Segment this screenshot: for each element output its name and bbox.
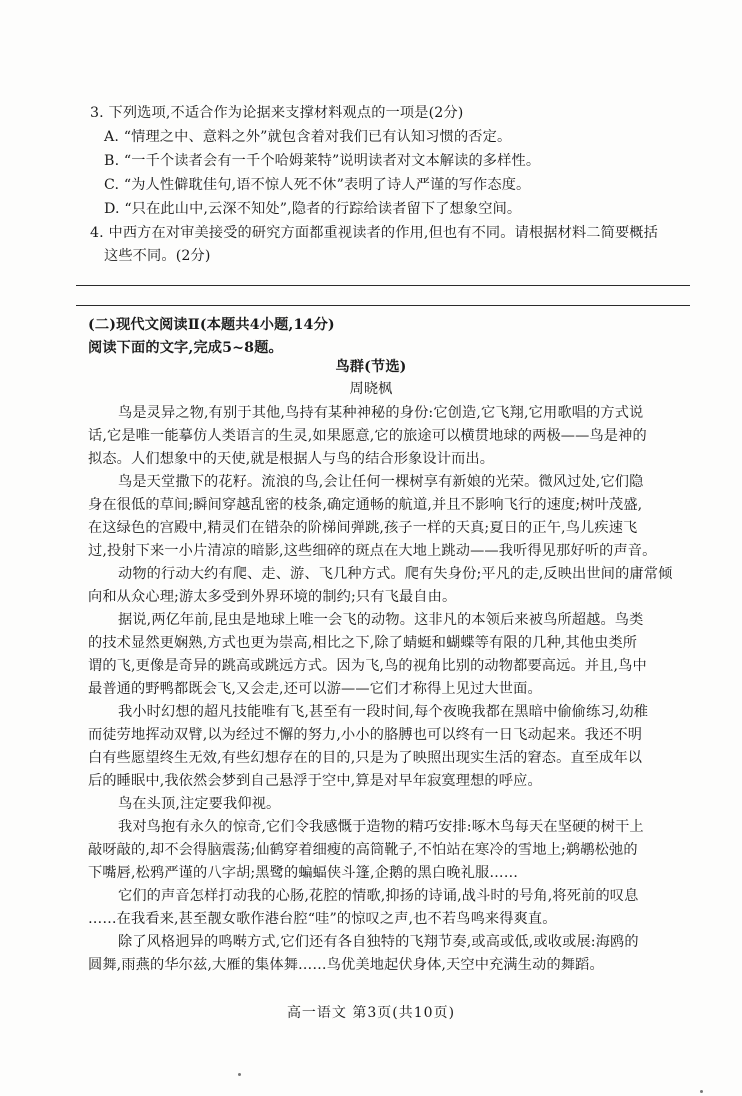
- article-line: 鸟是灵异之物,有别于其他,鸟持有某种神秘的身份:它创造,它飞翔,它用歌唱的方式说: [118, 405, 644, 421]
- article-line: 谓的飞,更像是奇异的跳高或跳远方式。因为飞,鸟的视角比别的动物都要高远。并且,鸟中: [88, 658, 647, 674]
- article-line: 的技术显然更娴熟,方式也更为崇高,相比之下,除了蜻蜓和蝴蝶等有限的几种,其他虫类所: [88, 635, 638, 651]
- article-line: 后的睡眠中,我依然会梦到自己悬浮于空中,算是对早年寂寞理想的呼应。: [88, 773, 542, 789]
- article-line: 白有些愿望终生无效,有些幻想存在的目的,只是为了映照出现实生活的窘态。直至成年以: [88, 750, 643, 766]
- article-line: 除了风格迥异的鸣啭方式,它们还有各自独特的飞翔节奏,或高或低,或收或展:海鸥的: [118, 934, 639, 950]
- question-3-option-b: B. “一千个读者会有一千个哈姆莱特”说明读者对文本解读的多样性。: [104, 153, 541, 169]
- article-line: ……在我看来,甚至靓女歌作港台腔“哇”的惊叹之声,也不若鸟鸣来得爽直。: [88, 911, 557, 927]
- page-footer: 高一语文 第3页(共10页): [286, 1005, 456, 1021]
- article-line: 向和从众心理;游太多受到外界环境的制约;只有飞最自由。: [88, 589, 457, 605]
- article-line: 在这绿色的宫殿中,精灵们在错杂的阶梯间弹跳,孩子一样的天真;夏日的正午,鸟儿疾速飞: [88, 520, 638, 536]
- article-line: 鸟是天堂撒下的花籽。流浪的鸟,会让任何一棵树享有新娘的光荣。微风过处,它们隐: [118, 474, 644, 490]
- article-line: 它们的声音怎样打动我的心肠,花腔的情歌,抑扬的诗诵,战斗时的号角,将死前的叹息: [118, 888, 639, 904]
- article-line: 动物的行动大约有爬、走、游、飞几种方式。爬有失身份;平凡的走,反映出世间的庸常倾: [118, 566, 673, 582]
- article-line: 据说,两亿年前,昆虫是地球上唯一会飞的动物。这非凡的本领后来被鸟所超越。鸟类: [118, 612, 644, 628]
- answer-line: [76, 285, 690, 286]
- question-3-option-c: C. “为人性僻耽佳句,语不惊人死不休”表明了诗人严谨的写作态度。: [104, 177, 531, 193]
- article-line: 而徒劳地挥动双臂,以为经过不懈的努力,小小的胳膊也可以终有一日飞动起来。我还不明: [88, 727, 643, 743]
- article-line: 最普通的野鸭都既会飞,又会走,还可以游——它们才称得上见过大世面。: [88, 681, 542, 697]
- question-4-stem-line1: 4. 中西方在对审美接受的研究方面都重视读者的作用,但也有不同。请根据材料二简要概括: [90, 225, 658, 241]
- article-line: 拟态。人们想象中的天使,就是根据人与鸟的结合形象设计而出。: [88, 451, 495, 467]
- question-3-stem: 3. 下列选项,不适合作为论据来支撑材料观点的一项是(2分): [90, 105, 464, 121]
- section-heading: (二)现代文阅读Ⅱ(本题共4小题,14分): [88, 317, 335, 333]
- scan-speck: [700, 1090, 703, 1093]
- article-line: 我小时幻想的超凡技能唯有飞,甚至有一段时间,每个夜晚我都在黑暗中偷偷练习,幼稚: [118, 704, 649, 720]
- article-line: 身在很低的草间;瞬间穿越乱密的枝条,确定通畅的航道,并且不影响飞行的速度;树叶茂盛,: [88, 497, 643, 513]
- scan-speck: [238, 1073, 241, 1076]
- article-line: 鸟在头顶,注定要我仰视。: [118, 796, 281, 812]
- question-3-option-d: D. “只在此山中,云深不知处”,隐者的行踪给读者留下了想象空间。: [104, 201, 522, 217]
- article-line: 我对鸟抱有永久的惊奇,它们令我感慨于造物的精巧安排:啄木鸟每天在坚硬的树干上: [118, 819, 644, 835]
- article-line: 下嘴唇,松鸦严谨的八字胡;黑鹭的蝙蝠侠斗篷,企鹅的黑白晚礼服……: [88, 865, 519, 881]
- section-instruction: 阅读下面的文字,完成5~8题。: [88, 340, 283, 356]
- article-line: 话,它是唯一能摹仿人类语言的生灵,如果愿意,它的旅途可以横贯地球的两极——鸟是神的: [88, 428, 647, 444]
- article-author: 周晓枫: [349, 381, 393, 397]
- article-line: 敲呀敲的,却不会得脑震荡;仙鹤穿着细瘦的高筒靴子,不怕站在寒冷的雪地上;鹈鹕松弛的: [88, 842, 638, 858]
- question-4-stem-line2: 这些不同。(2分): [104, 248, 211, 264]
- article-line: 圆舞,雨燕的华尔兹,大雁的集体舞……鸟优美地起伏身体,天空中充满生动的舞蹈。: [88, 957, 604, 973]
- answer-line: [76, 305, 690, 306]
- article-line: 过,投射下来一小片清凉的暗影,这些细碎的斑点在大地上跳动——我听得见那好听的声音。: [88, 543, 657, 559]
- question-3-option-a: A. “情理之中、意料之外”就包含着对我们已有认知习惯的否定。: [104, 129, 512, 145]
- article-title: 鸟群(节选): [335, 359, 407, 375]
